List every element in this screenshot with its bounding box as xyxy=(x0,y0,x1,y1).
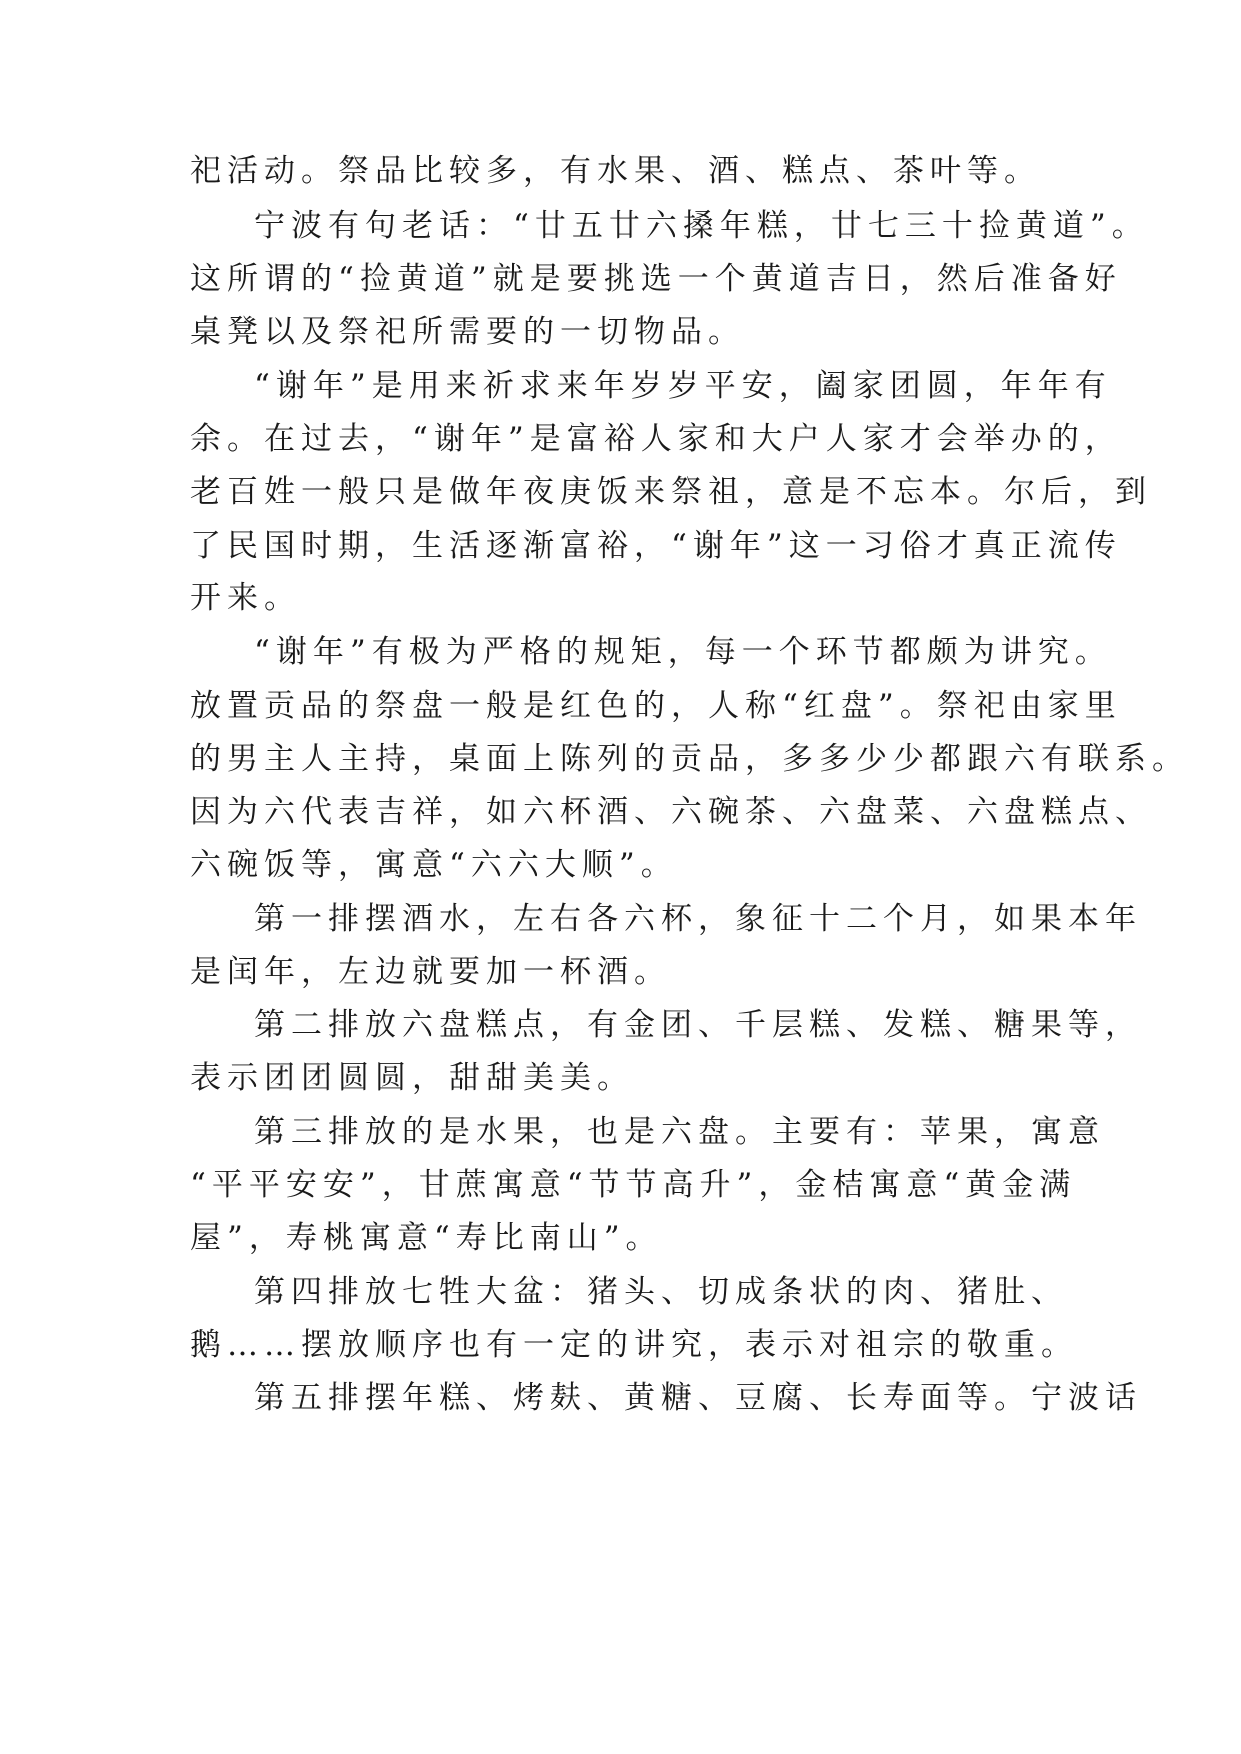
text-line: 开来。 xyxy=(190,580,301,616)
text-line: 屋”，寿桃寓意“寿比南山”。 xyxy=(190,1220,663,1256)
text-line: 老百姓一般只是做年夜庚饭来祭祖，意是不忘本。尔后，到 xyxy=(190,474,1152,510)
paragraph-first-line: “谢年”有极为严格的规矩，每一个环节都颇为讲究。 xyxy=(254,634,1112,670)
text-line: 表示团团圆圆，甜甜美美。 xyxy=(190,1060,634,1096)
text-line: 了民国时期，生活逐渐富裕，“谢年”这一习俗才真正流传 xyxy=(190,528,1122,564)
text-line: 桌凳以及祭祀所需要的一切物品。 xyxy=(190,314,745,350)
paragraph-first-line: 第一排摆酒水，左右各六杯，象征十二个月，如果本年 xyxy=(254,901,1142,937)
paragraph-first-line: “谢年”是用来祈求来年岁岁平安，阖家团圆，年年有 xyxy=(254,368,1112,404)
paragraph-first-line: 第三排放的是水果，也是六盘。主要有：苹果，寓意 xyxy=(254,1114,1105,1150)
text-line: 这所谓的“捡黄道”就是要挑选一个黄道吉日，然后准备好 xyxy=(190,261,1122,297)
text-line: 是闰年，左边就要加一杯酒。 xyxy=(190,954,671,990)
paragraph-first-line: 第五排摆年糕、烤麸、黄糖、豆腐、长寿面等。宁波话 xyxy=(254,1380,1142,1416)
paragraph-first-line: 宁波有句老话：“廿五廿六搡年糕，廿七三十捡黄道”。 xyxy=(254,208,1149,244)
text-line: “平平安安”，甘蔗寓意“节节高升”，金桔寓意“黄金满 xyxy=(190,1167,1077,1203)
text-line: 余。在过去，“谢年”是富裕人家和大户人家才会举办的， xyxy=(190,421,1122,457)
text-line: 鹅……摆放顺序也有一定的讲究，表示对祖宗的敬重。 xyxy=(190,1327,1078,1363)
paragraph-first-line: 第二排放六盘糕点，有金团、千层糕、发糕、糖果等， xyxy=(254,1007,1142,1043)
text-line: 放置贡品的祭盘一般是红色的，人称“红盘”。祭祀由家里 xyxy=(190,688,1122,724)
text-line: 祀活动。祭品比较多，有水果、酒、糕点、茶叶等。 xyxy=(190,153,1041,189)
text-line: 六碗饭等，寓意“六六大顺”。 xyxy=(190,847,678,883)
text-line: 因为六代表吉祥，如六杯酒、六碗茶、六盘菜、六盘糕点、 xyxy=(190,794,1152,830)
paragraph-first-line: 第四排放七牲大盆：猪头、切成条状的肉、猪肚、 xyxy=(254,1274,1068,1310)
text-line: 的男主人主持，桌面上陈列的贡品，多多少少都跟六有联系。 xyxy=(190,741,1189,777)
